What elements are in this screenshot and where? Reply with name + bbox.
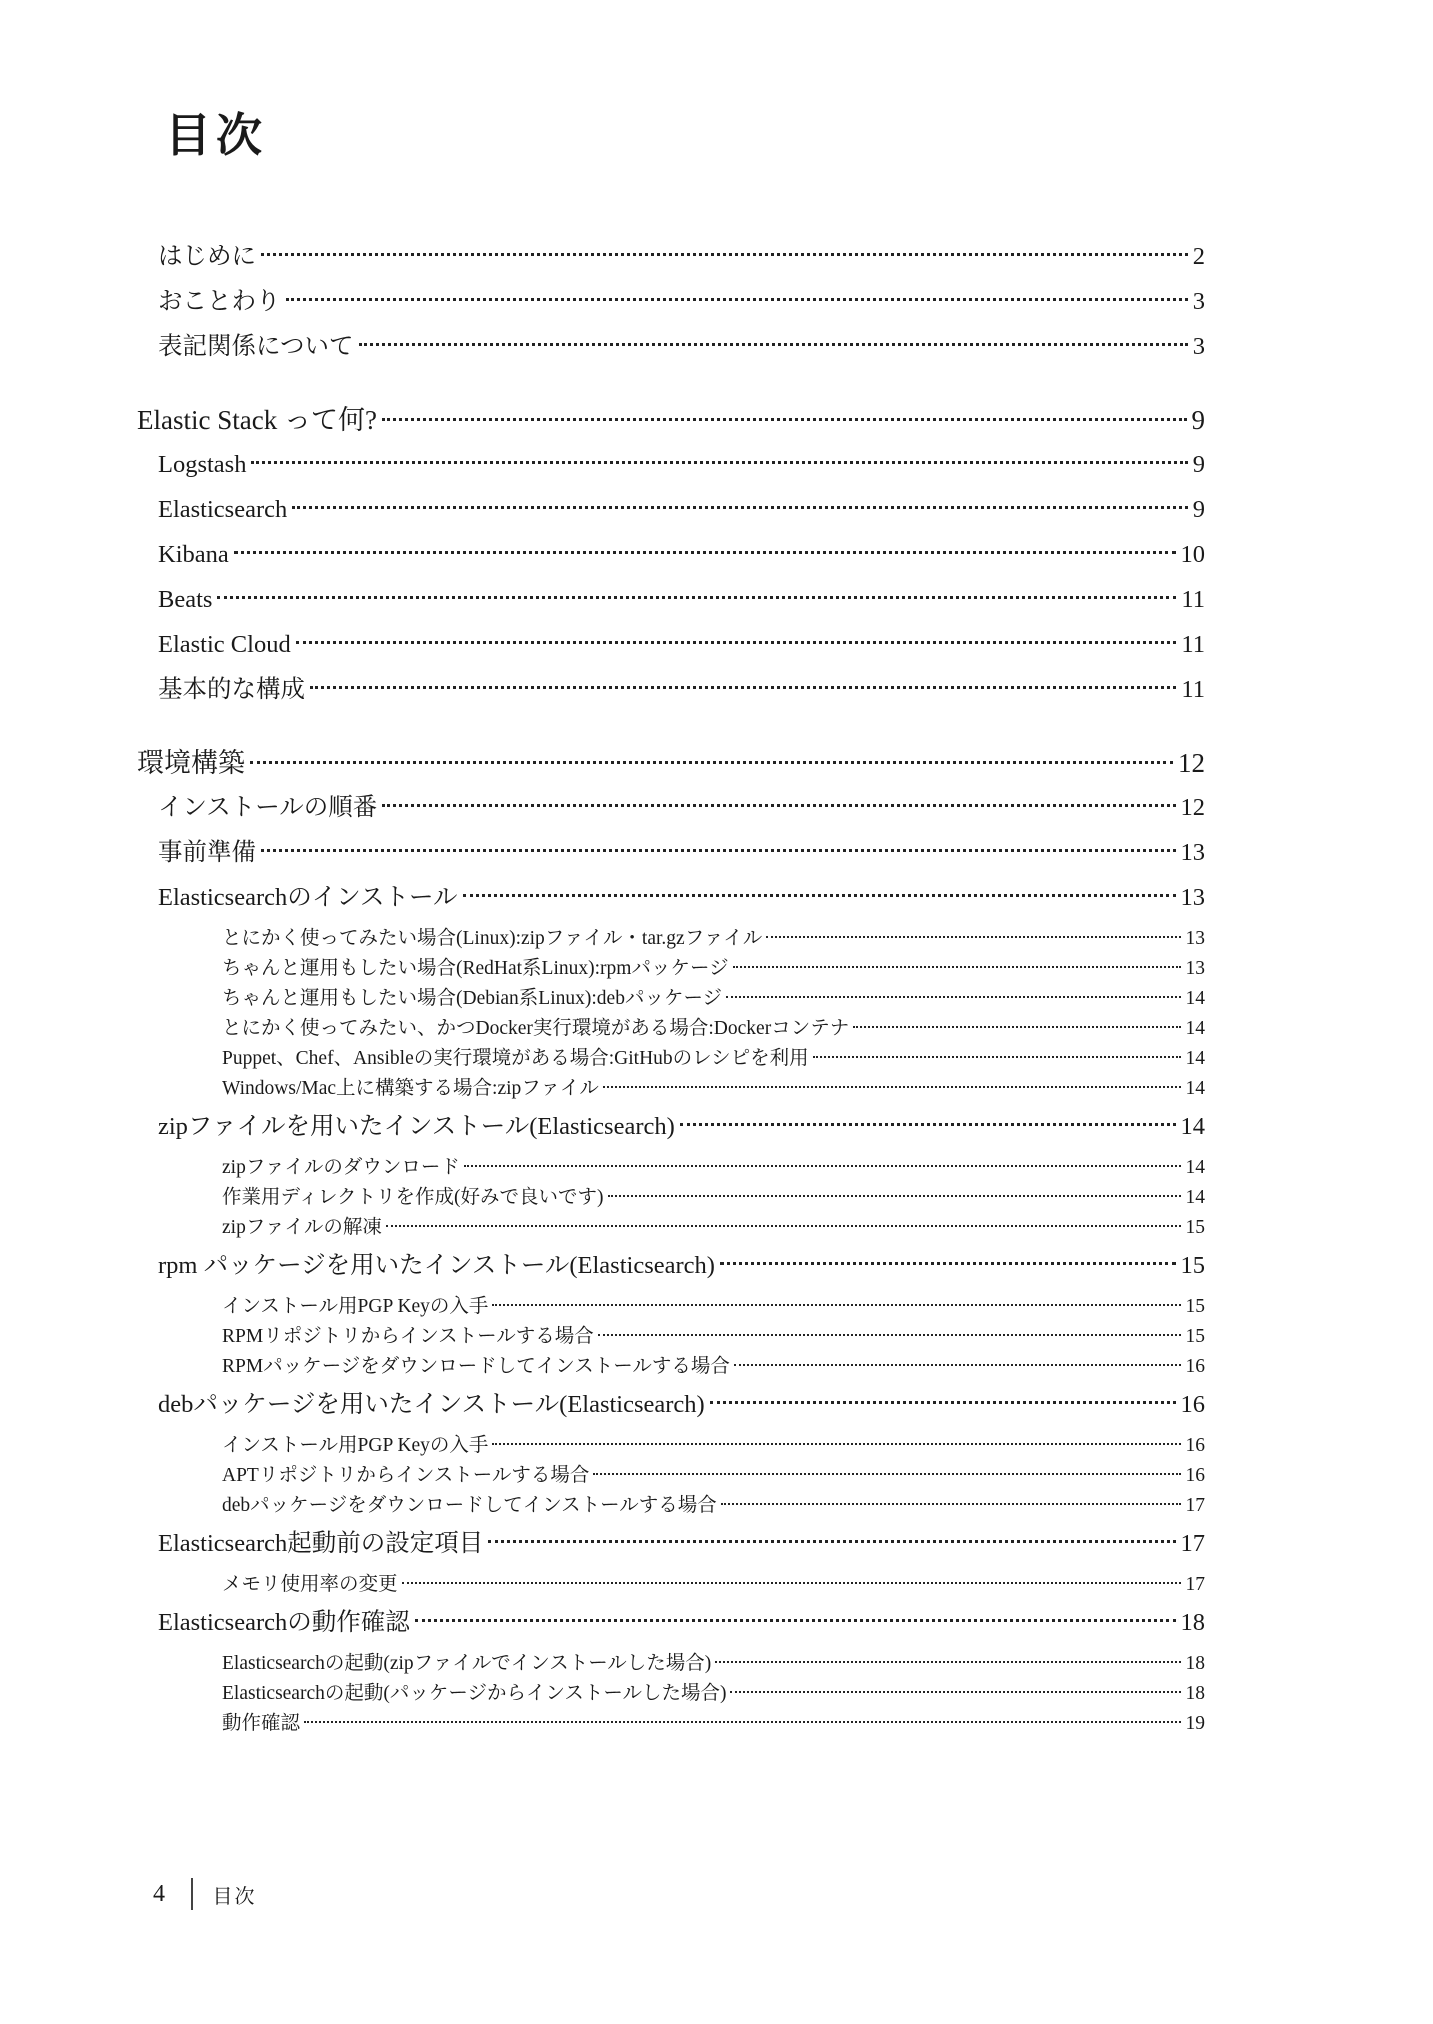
toc-leader-dots	[382, 804, 1175, 807]
toc-entry-label: Puppet、Chef、Ansibleの実行環境がある場合:GitHubのレシピを利用	[222, 1048, 809, 1069]
toc-leader-dots	[386, 1225, 1181, 1227]
toc-leader-dots	[359, 343, 1188, 346]
toc-entry-label: おことわり	[158, 288, 281, 315]
toc-leader-dots	[234, 551, 1176, 554]
toc-leader-dots	[402, 1582, 1181, 1584]
toc-leader-dots	[382, 418, 1187, 421]
footer-section-label: 目次	[212, 1885, 257, 1908]
toc-entry	[158, 1529, 1205, 1559]
toc-entry	[222, 1435, 1205, 1457]
toc-entry-label: Elasticsearchのインストール	[158, 884, 458, 911]
toc-leader-dots	[715, 1661, 1180, 1663]
toc-entry-label: zipファイルを用いたインストール(Elasticsearch)	[158, 1113, 675, 1140]
toc-entry-page: 15	[1185, 1296, 1205, 1317]
toc-leader-dots	[734, 1364, 1181, 1366]
toc-leader-dots	[261, 253, 1188, 256]
toc-entry-label: ちゃんと運用もしたい場合(RedHat系Linux):rpmパッケージ	[222, 958, 729, 979]
toc-leader-dots	[710, 1401, 1176, 1404]
toc-leader-dots	[608, 1195, 1181, 1197]
toc-entry-label: インストール用PGP Keyの入手	[222, 1435, 489, 1456]
toc-group	[137, 405, 1205, 705]
toc-entry-label: APTリポジトリからインストールする場合	[222, 1465, 590, 1486]
toc-leader-dots	[464, 1165, 1181, 1167]
toc-entry	[158, 1390, 1205, 1420]
toc-leader-dots	[492, 1443, 1180, 1445]
toc-entry	[222, 1217, 1205, 1239]
toc-entry	[137, 405, 1205, 435]
toc-entry-label: 作業用ディレクトリを作成(好みで良いです)	[222, 1187, 604, 1208]
toc-entry-page: 16	[1185, 1356, 1205, 1377]
toc-entry-page: 9	[1192, 496, 1205, 523]
toc-entry-label: 環境構築	[137, 748, 245, 778]
toc-entry-label: Windows/Mac上に構築する場合:zipファイル	[222, 1078, 599, 1099]
toc-entry-page: 18	[1185, 1653, 1205, 1674]
toc-entry-page: 11	[1181, 586, 1205, 613]
toc-entry-page: 11	[1181, 676, 1205, 703]
toc-entry	[158, 1112, 1205, 1142]
toc-entry-page: 14	[1185, 1078, 1205, 1099]
toc-entry	[222, 958, 1205, 980]
toc-entry-label: rpm パッケージを用いたインストール(Elasticsearch)	[158, 1252, 715, 1279]
toc-entry-page: 16	[1185, 1435, 1205, 1456]
toc-entry	[222, 1356, 1205, 1378]
toc-leader-dots	[853, 1026, 1180, 1028]
toc-entry-label: zipファイルのダウンロード	[222, 1157, 460, 1178]
toc-entry	[222, 1048, 1205, 1070]
toc-entry-label: Logstash	[158, 451, 247, 478]
toc-leader-dots	[720, 1262, 1176, 1265]
toc-entry	[222, 1296, 1205, 1318]
toc-entry-label: Kibana	[158, 541, 229, 568]
toc-entry-page: 14	[1185, 1048, 1205, 1069]
toc-leader-dots	[296, 641, 1177, 644]
toc-entry-label: debパッケージをダウンロードしてインストールする場合	[222, 1495, 717, 1516]
toc-entry-page: 11	[1181, 631, 1205, 658]
toc-entry	[158, 540, 1205, 570]
toc-group	[137, 242, 1205, 362]
toc-leader-dots	[813, 1056, 1181, 1058]
toc-entry	[222, 1157, 1205, 1179]
toc-entry	[158, 585, 1205, 615]
toc-entry	[222, 928, 1205, 950]
toc-entry	[222, 1574, 1205, 1596]
toc-entry-label: RPMリポジトリからインストールする場合	[222, 1326, 594, 1347]
toc-entry-page: 18	[1180, 1609, 1205, 1636]
toc-entry-page: 12	[1178, 748, 1205, 778]
toc-entry-page: 3	[1192, 288, 1205, 315]
toc-leader-dots	[721, 1503, 1181, 1505]
toc-entry	[158, 450, 1205, 480]
toc-leader-dots	[217, 596, 1176, 599]
toc-entry-label: インストールの順番	[158, 794, 378, 821]
toc-entry-page: 15	[1180, 1252, 1205, 1279]
toc-entry-page: 13	[1180, 884, 1205, 911]
toc-entry	[222, 1018, 1205, 1040]
toc-entry-page: 12	[1180, 794, 1205, 821]
toc-entry-page: 17	[1185, 1574, 1205, 1595]
toc-leader-dots	[415, 1619, 1176, 1622]
toc-leader-dots	[261, 849, 1176, 852]
toc-entry-label: Elasticsearch	[158, 496, 288, 523]
toc-entry	[222, 1078, 1205, 1100]
toc-entry-label: Elasticsearch起動前の設定項目	[158, 1530, 484, 1557]
toc-entry-page: 17	[1185, 1495, 1205, 1516]
toc-entry	[222, 1683, 1205, 1705]
toc-entry-page: 10	[1180, 541, 1205, 568]
toc-entry-label: Elastic Cloud	[158, 631, 291, 658]
toc-leader-dots	[251, 461, 1187, 464]
toc-entry-page: 17	[1180, 1530, 1205, 1557]
toc-entry	[158, 1608, 1205, 1638]
toc-entry-label: Elasticsearchの起動(パッケージからインストールした場合)	[222, 1683, 727, 1704]
toc-leader-dots	[593, 1473, 1180, 1475]
toc-entry	[158, 287, 1205, 317]
toc-entry-label: 動作確認	[222, 1713, 301, 1734]
toc-entry-label: zipファイルの解凍	[222, 1217, 382, 1238]
toc-entry	[158, 675, 1205, 705]
footer-page-number: 4	[153, 1880, 165, 1907]
toc-entry-page: 15	[1185, 1217, 1205, 1238]
toc-leader-dots	[463, 894, 1176, 897]
toc-list	[137, 242, 1205, 1735]
toc-entry	[158, 1251, 1205, 1281]
toc-entry	[158, 495, 1205, 525]
toc-entry-page: 19	[1185, 1713, 1205, 1734]
toc-entry-label: メモリ使用率の変更	[222, 1574, 398, 1595]
toc-entry-label: debパッケージを用いたインストール(Elasticsearch)	[158, 1391, 705, 1418]
toc-leader-dots	[310, 686, 1176, 689]
toc-leader-dots	[292, 506, 1188, 509]
toc-entry-label: Elasticsearchの動作確認	[158, 1609, 410, 1636]
toc-entry-page: 9	[1191, 405, 1205, 435]
toc-entry-label: ちゃんと運用もしたい場合(Debian系Linux):debパッケージ	[222, 988, 723, 1009]
toc-entry-label: Beats	[158, 586, 213, 613]
page-title: 目次	[165, 110, 267, 161]
toc-entry	[137, 748, 1205, 778]
toc-entry-label: RPMパッケージをダウンロードしてインストールする場合	[222, 1356, 730, 1377]
toc-entry-label: Elastic Stack って何?	[137, 405, 377, 435]
toc-entry	[158, 242, 1205, 272]
toc-entry-page: 2	[1192, 243, 1205, 270]
toc-entry-page: 13	[1185, 958, 1205, 979]
toc-entry-page: 3	[1192, 333, 1205, 360]
toc-entry-page: 14	[1185, 1187, 1205, 1208]
toc-entry-label: インストール用PGP Keyの入手	[222, 1296, 489, 1317]
toc-entry-page: 14	[1185, 1157, 1205, 1178]
toc-group	[137, 748, 1205, 1735]
toc-entry	[222, 1326, 1205, 1348]
toc-entry-label: 基本的な構成	[158, 676, 305, 703]
toc-entry	[158, 332, 1205, 362]
toc-entry-page: 13	[1180, 839, 1205, 866]
toc-leader-dots	[598, 1334, 1181, 1336]
toc-entry	[222, 1653, 1205, 1675]
toc-leader-dots	[603, 1086, 1181, 1088]
toc-entry	[158, 883, 1205, 913]
toc-entry-label: とにかく使ってみたい場合(Linux):zipファイル・tar.gzファイル	[222, 928, 763, 949]
toc-entry	[222, 1495, 1205, 1517]
toc-leader-dots	[733, 966, 1181, 968]
toc-entry	[158, 630, 1205, 660]
toc-entry-page: 13	[1185, 928, 1205, 949]
toc-entry-page: 16	[1185, 1465, 1205, 1486]
toc-leader-dots	[488, 1540, 1175, 1543]
toc-entry-label: 表記関係について	[158, 333, 354, 360]
toc-entry	[222, 1713, 1205, 1735]
toc-entry	[222, 1187, 1205, 1209]
toc-entry-label: はじめに	[158, 243, 256, 270]
page-footer	[153, 1878, 257, 1910]
toc-entry-label: 事前準備	[158, 839, 256, 866]
footer-divider	[191, 1878, 193, 1910]
toc-entry-page: 16	[1180, 1391, 1205, 1418]
toc-entry	[222, 1465, 1205, 1487]
toc-entry-page: 18	[1185, 1683, 1205, 1704]
toc-leader-dots	[766, 936, 1180, 938]
toc-leader-dots	[680, 1123, 1176, 1126]
toc-entry-label: Elasticsearchの起動(zipファイルでインストールした場合)	[222, 1653, 712, 1674]
toc-entry-label: とにかく使ってみたい、かつDocker実行環境がある場合:Dockerコンテナ	[222, 1018, 850, 1039]
toc-leader-dots	[304, 1721, 1180, 1723]
toc-leader-dots	[730, 1691, 1180, 1693]
toc-leader-dots	[492, 1304, 1180, 1306]
toc-entry-page: 9	[1192, 451, 1205, 478]
toc-entry-page: 15	[1185, 1326, 1205, 1347]
toc-entry-page: 14	[1180, 1113, 1205, 1140]
toc-leader-dots	[726, 996, 1180, 998]
toc-entry-page: 14	[1185, 1018, 1205, 1039]
toc-entry	[158, 793, 1205, 823]
toc-leader-dots	[286, 298, 1188, 301]
toc-leader-dots	[250, 761, 1173, 764]
toc-entry	[222, 988, 1205, 1010]
toc-entry	[158, 838, 1205, 868]
toc-entry-page: 14	[1185, 988, 1205, 1009]
